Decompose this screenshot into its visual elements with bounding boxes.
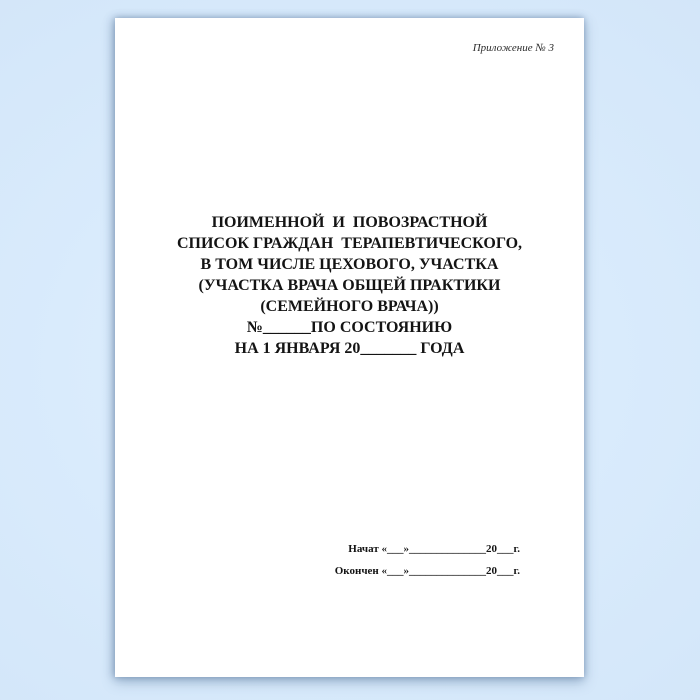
- start-end-dates: [335, 538, 520, 582]
- finished-date-line: Окончен «___»______________20___г.: [334, 565, 520, 577]
- title-line-year-blank: НА 1 ЯНВАРЯ 20_______ ГОДА: [234, 340, 465, 357]
- started-date-line: Начат «___»______________20___г.: [348, 543, 520, 555]
- title-line-5: (СЕМЕЙНОГО ВРАЧА)): [260, 298, 439, 315]
- title-line-4: (УЧАСТКА ВРАЧА ОБЩЕЙ ПРАКТИКИ: [198, 277, 501, 294]
- title-line-2: СПИСОК ГРАЖДАН ТЕРАПЕВТИЧЕСКОГО,: [176, 235, 523, 252]
- appendix-annotation: Приложение № 3: [472, 42, 554, 54]
- title-line-1: ПОИМЕННОЙ И ПОВОЗРАСТНОЙ: [211, 214, 488, 231]
- title-line-number-blank: №______ПО СОСТОЯНИЮ: [246, 319, 453, 336]
- document-title: [115, 212, 584, 359]
- title-line-3: В ТОМ ЧИСЛЕ ЦЕХОВОГО, УЧАСТКА: [200, 256, 499, 273]
- document-page: [115, 18, 584, 677]
